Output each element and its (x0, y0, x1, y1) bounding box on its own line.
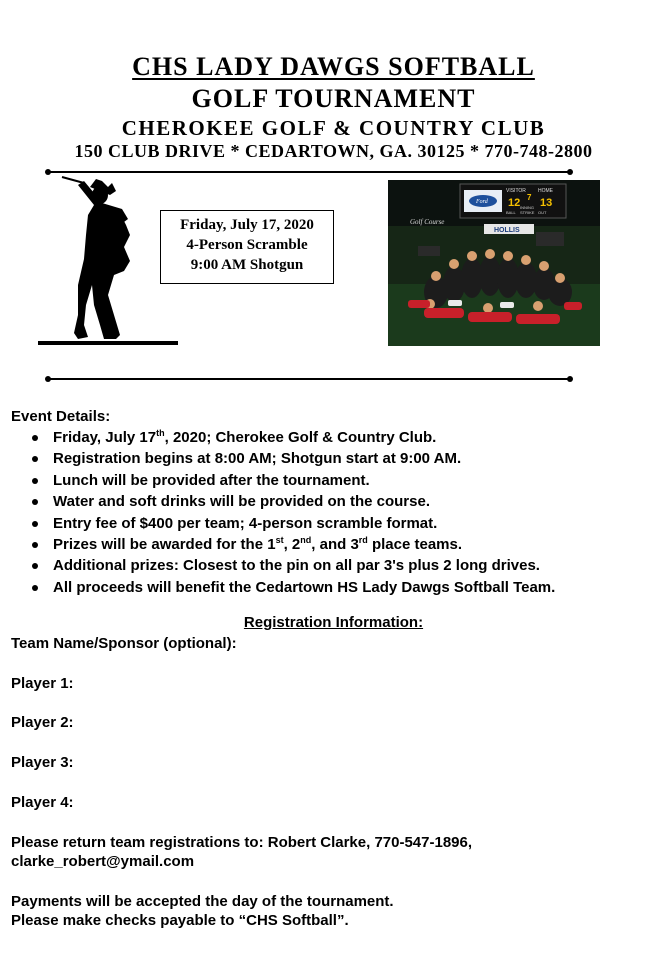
payment-note: Payments will be accepted the day of the tournament. (11, 893, 394, 910)
banner-text: HOLLIS (494, 227, 520, 234)
golfer-silhouette-icon (38, 175, 178, 347)
event-details-list (30, 427, 555, 598)
list-item: Prizes will be awarded for the 1st, 2nd, and 3rd place teams. (30, 534, 555, 555)
scoreboard-home-score: 13 (540, 197, 553, 209)
list-item: Friday, July 17th, 2020; Cherokee Golf & Country Club. (30, 427, 555, 448)
team-photo (388, 180, 600, 346)
player-3-label: Player 3: (11, 754, 74, 771)
scoreboard-out-label: OUT (538, 210, 547, 215)
venue-name: CHEROKEE GOLF & COUNTRY CLUB (121, 116, 546, 140)
return-instructions: Please return team registrations to: Robert Clarke, 770-547-1896, (11, 834, 473, 851)
script-sign: Golf Course (410, 218, 445, 226)
scoreboard-inning: 7 (527, 193, 532, 202)
team-name-label: Team Name/Sponsor (optional): (11, 635, 237, 652)
contact-email: clarke_robert@ymail.com (11, 853, 195, 870)
list-item: Water and soft drinks will be provided on the course. (30, 491, 555, 512)
list-item: All proceeds will benefit the Cedartown HS Lady Dawgs Softball Team. (30, 577, 555, 598)
divider-bottom (48, 378, 570, 380)
title-line-2: GOLF TOURNAMENT (191, 84, 476, 113)
scoreboard-ball-label: BALL (506, 210, 516, 215)
venue-address: 150 CLUB DRIVE * CEDARTOWN, GA. 30125 * 770-748-2800 (74, 141, 593, 161)
check-payable-note: Please make checks payable to “CHS Softball”. (11, 912, 349, 929)
scoreboard-home-label: HOME (538, 188, 553, 194)
player-1-label: Player 1: (11, 675, 74, 692)
scoreboard (460, 184, 566, 218)
divider-top (48, 171, 570, 173)
event-date: Friday, July 17, 2020 (180, 217, 314, 233)
player-2-label: Player 2: (11, 714, 74, 731)
sponsor-logo-text: Ford (476, 199, 488, 205)
event-info-box (160, 210, 334, 284)
player-4-label: Player 4: (11, 794, 74, 811)
scoreboard-inning-label: INNING (520, 205, 534, 210)
list-item: Additional prizes: Closest to the pin on all par 3's plus 2 long drives. (30, 555, 555, 576)
title-line-1: CHS LADY DAWGS SOFTBALL (132, 52, 535, 81)
scoreboard-visitor-score: 12 (508, 197, 521, 209)
list-item: Lunch will be provided after the tournament. (30, 470, 555, 491)
scoreboard-strike-label: STRIKE (520, 210, 535, 215)
event-start: 9:00 AM Shotgun (190, 257, 304, 273)
event-format: 4-Person Scramble (186, 237, 308, 253)
list-item: Registration begins at 8:00 AM; Shotgun start at 9:00 AM. (30, 448, 555, 469)
scoreboard-visitor-label: VISITOR (506, 188, 526, 194)
list-item: Entry fee of $400 per team; 4-person scramble format. (30, 513, 555, 534)
event-details-heading: Event Details: (11, 408, 111, 425)
registration-heading: Registration Information: (243, 614, 424, 631)
